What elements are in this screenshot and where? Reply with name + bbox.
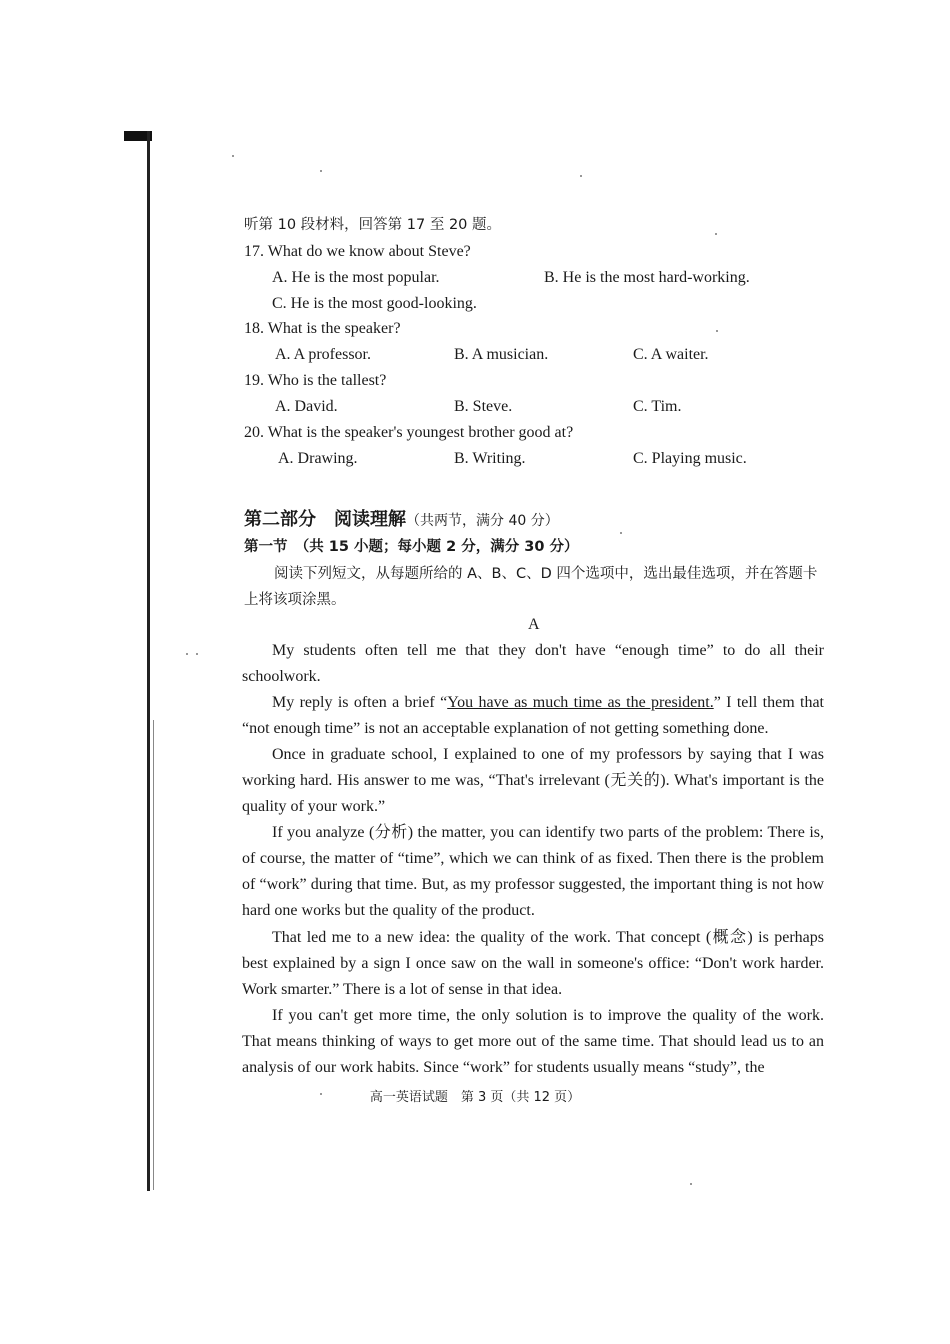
scan-speck xyxy=(196,653,198,655)
question-17-option-c: C. He is the most good-looking. xyxy=(272,295,477,312)
binding-line-faint xyxy=(153,720,154,1190)
part2-title: 第二部分 阅读理解 xyxy=(244,509,406,530)
question-20-option-b: B. Writing. xyxy=(454,450,526,467)
scan-speck xyxy=(580,175,582,177)
passage-letter: A xyxy=(528,616,540,633)
section1-heading: 第一节 （共 15 小题；每小题 2 分，满分 30 分） xyxy=(244,539,579,555)
question-18-stem: 18. What is the speaker? xyxy=(244,320,401,337)
question-17-option-a: A. He is the most popular. xyxy=(272,269,440,286)
question-17-option-b: B. He is the most hard-working. xyxy=(544,269,750,286)
scan-speck xyxy=(320,170,322,172)
p2-text-after: ” I tell them that “not enough time” is not an acceptable explanation of not getting something done. xyxy=(242,694,824,737)
question-18-option-a: A. A professor. xyxy=(275,346,371,363)
scan-speck xyxy=(232,155,234,157)
question-20-option-a: A. Drawing. xyxy=(278,450,358,467)
passage-paragraph-5: That led me to a new idea: the quality of the work. That concept (概念) is perhaps best explained by a sign I once saw on the wall in someone's office: “Don't work harder. Work smarter.” There is a lot of sense in that idea. xyxy=(242,929,824,998)
question-18-option-c: C. A waiter. xyxy=(633,346,709,363)
scan-speck xyxy=(690,1183,692,1185)
question-17-stem: 17. What do we know about Steve? xyxy=(244,243,471,260)
scan-speck xyxy=(716,330,718,332)
part2-title-note: （共两节，满分 40 分） xyxy=(406,513,559,529)
reading-instruction-line2: 上将该项涂黑。 xyxy=(244,592,346,608)
listening-instruction: 听第 10 段材料，回答第 17 至 20 题。 xyxy=(244,217,502,233)
question-20-stem: 20. What is the speaker's youngest brother good at? xyxy=(244,424,574,441)
reading-instruction-line1: 阅读下列短文，从每题所给的 A、B、C、D 四个选项中，选出最佳选项，并在答题卡 xyxy=(274,566,818,582)
passage-paragraph-4: If you analyze (分析) the matter, you can identify two parts of the problem: There is, of course, the matter of “time”, which we can think of as fixed. Then there is the problem of “work” during that time. But, as my professor suggested, the important thing is not how hard one works but the quality of the product. xyxy=(242,824,824,919)
question-19-option-c: C. Tim. xyxy=(633,398,682,415)
binding-line xyxy=(147,131,150,1191)
scan-speck xyxy=(620,532,622,534)
question-19-option-a: A. David. xyxy=(275,398,338,415)
page-footer: 高一英语试题 第 3 页（共 12 页） xyxy=(369,1090,581,1105)
part2-heading xyxy=(244,508,559,533)
scan-speck xyxy=(186,653,188,655)
passage-paragraph-2 xyxy=(242,690,824,742)
p2-text-before: My reply is often a brief “ xyxy=(272,694,448,711)
question-18-option-b: B. A musician. xyxy=(454,346,549,363)
passage-paragraph-1: My students often tell me that they don't have “enough time” to do all their schoolwork. xyxy=(242,642,824,685)
underlined-sentence: You have as much time as the president. xyxy=(447,694,714,711)
question-19-option-b: B. Steve. xyxy=(454,398,513,415)
passage-paragraph-6: If you can't get more time, the only solution is to improve the quality of the work. That means thinking of ways to get more out of the same time. That should lead us to an analysis of our work habits. Since “work” for students usually means “study”, the xyxy=(242,1007,824,1076)
passage-paragraph-3: Once in graduate school, I explained to one of my professors by saying that I was working hard. His answer to me was, “That's irrelevant (无关的). What's important is the quality of your work.” xyxy=(242,746,824,815)
question-20-option-c: C. Playing music. xyxy=(633,450,747,467)
scan-speck xyxy=(715,233,717,235)
question-19-stem: 19. Who is the tallest? xyxy=(244,372,387,389)
